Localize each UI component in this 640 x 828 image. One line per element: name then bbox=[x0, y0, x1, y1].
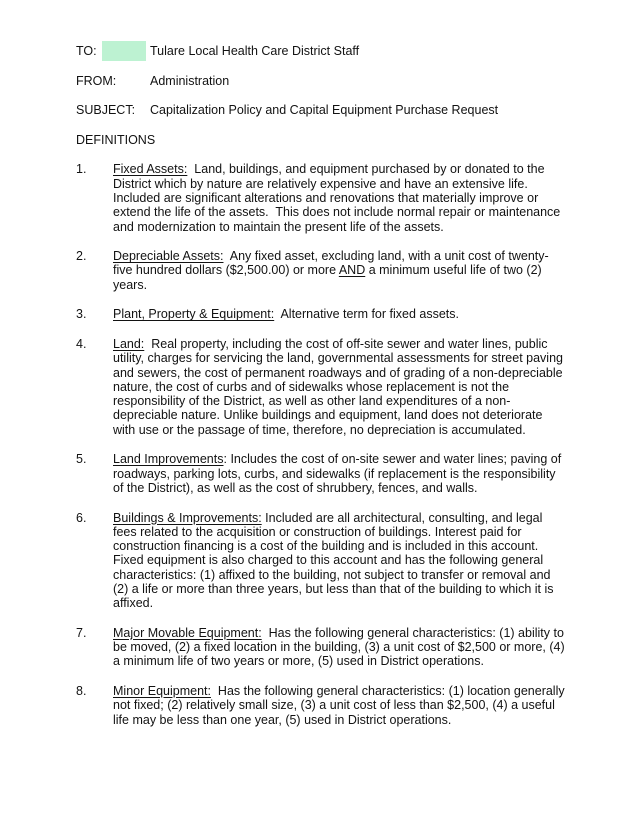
memo-field-to bbox=[76, 44, 565, 58]
term-label: Fixed Assets: bbox=[113, 162, 188, 177]
from-label-cell bbox=[76, 74, 150, 88]
term-label: Buildings & Improvements: bbox=[113, 510, 262, 525]
underlined-word: AND bbox=[338, 263, 366, 278]
body-text: Has the following general characteristics: (1) ability to be moved, (2) a fixed location in the building, (3) a unit cost of $2,500 or more, (4) a minimum life of two years or more, (5) used in District operations. bbox=[113, 625, 569, 669]
from-value: Administration bbox=[150, 73, 230, 88]
item-number: 6. bbox=[76, 510, 87, 525]
item-number: 3. bbox=[76, 307, 87, 322]
subject-label: SUBJECT: bbox=[76, 103, 136, 118]
term-label: Plant, Property & Equipment: bbox=[113, 307, 275, 322]
body-text: Alternative term for fixed assets. bbox=[274, 307, 459, 322]
term-label: Land Improvements bbox=[113, 452, 224, 467]
body-text: Has the following general characteristics: (1) location generally not fixed; (2) relatively small size, (3) a unit cost of less than $2,500, (4) a useful life may be less than one year, (5) used in District operations. bbox=[113, 684, 569, 727]
definition-item-major-movable-equipment bbox=[76, 625, 569, 669]
definition-item-depreciable-assets bbox=[76, 249, 565, 292]
to-label-cell bbox=[76, 44, 150, 58]
item-text bbox=[113, 452, 565, 495]
memo-header bbox=[76, 44, 565, 147]
definition-item-buildings-improvements bbox=[76, 511, 565, 611]
body-text: Real property, including the cost of off-site sewer and water lines, public utility, charges for servicing the land, governmental assessments for street paving and sewers, the cost of permanent roadways and of grading of a non-depreciable nature, the cost of curbs and of sidewalks whose replacement is not the responsibility of the District, as well as other land expenditures of a non-depreciable nature. Unlike buildings and equipment, land does not deteriorate with use or the passage of time, therefore, no depreciation is accumulated. bbox=[113, 336, 567, 437]
body-text: Any fixed asset, excluding land, with a unit cost of twenty-five hundred dollars ($2,500.00) or more bbox=[113, 249, 549, 278]
body-text: Included are all architectural, consulting, and legal fees related to the acquisition or construction of buildings. Interest paid for construction financing is a cost of the building and is included in this account. Fixed equipment is also charged to this account and has the following general characteristics: (1) affixed to the building, not subject to transfer or removal and (2) a life or more than three years, but less than that of the building to which it is affixed. bbox=[113, 510, 557, 611]
item-number: 1. bbox=[76, 162, 87, 177]
body-text: Includes the cost of on-site sewer and water lines; paving of roadways, parking lots, curbs, and sidewalks (if replacement is the responsibility of the District), as well as the cost of shrubbery, fences, and walls. bbox=[113, 452, 565, 495]
item-number: 4. bbox=[76, 336, 87, 351]
definition-item-fixed-assets bbox=[76, 162, 565, 233]
item-text bbox=[113, 162, 565, 233]
item-number: 5. bbox=[76, 452, 87, 467]
item-text bbox=[113, 307, 565, 321]
item-text bbox=[113, 625, 569, 669]
item-number: 7. bbox=[76, 625, 87, 640]
subject-label-cell bbox=[76, 103, 150, 117]
from-label: FROM: bbox=[76, 73, 117, 88]
item-text bbox=[113, 511, 565, 611]
term-label: Major Movable Equipment: bbox=[113, 625, 262, 640]
definition-item-land-improvements bbox=[76, 452, 565, 495]
memo-field-from bbox=[76, 74, 565, 88]
to-value: Tulare Local Health Care District Staff bbox=[150, 44, 360, 58]
term-label: Land: bbox=[113, 336, 145, 351]
definition-item-land bbox=[76, 337, 565, 437]
to-label: TO: bbox=[76, 44, 97, 58]
definition-item-plant-property-equipment bbox=[76, 307, 565, 321]
item-number: 8. bbox=[76, 684, 87, 699]
item-text bbox=[113, 249, 565, 292]
definitions-list bbox=[76, 162, 569, 727]
definition-item-minor-equipment bbox=[76, 684, 569, 727]
definitions-heading: DEFINITIONS bbox=[76, 132, 156, 147]
body-text-end: a minimum useful life of two (2) years. bbox=[113, 263, 546, 292]
item-text bbox=[113, 684, 569, 727]
item-text bbox=[113, 337, 565, 437]
memo-field-subject bbox=[76, 103, 565, 117]
term-label: Depreciable Assets: bbox=[113, 249, 224, 264]
subject-value: Capitalization Policy and Capital Equipment Purchase Request bbox=[150, 103, 499, 118]
body-text: Land, buildings, and equipment purchased by or donated to the District which by nature are relatively expensive and have an extensive life. Included are significant alterations and renovations that materially improve or extend the life of the assets. This does not include normal repair or maintenance and modernization to maintain the present life of the assets. bbox=[113, 162, 564, 234]
highlight-redaction-box bbox=[102, 41, 146, 61]
item-number: 2. bbox=[76, 249, 87, 264]
term-suffix: : bbox=[223, 452, 227, 467]
term-label: Minor Equipment: bbox=[113, 684, 211, 699]
